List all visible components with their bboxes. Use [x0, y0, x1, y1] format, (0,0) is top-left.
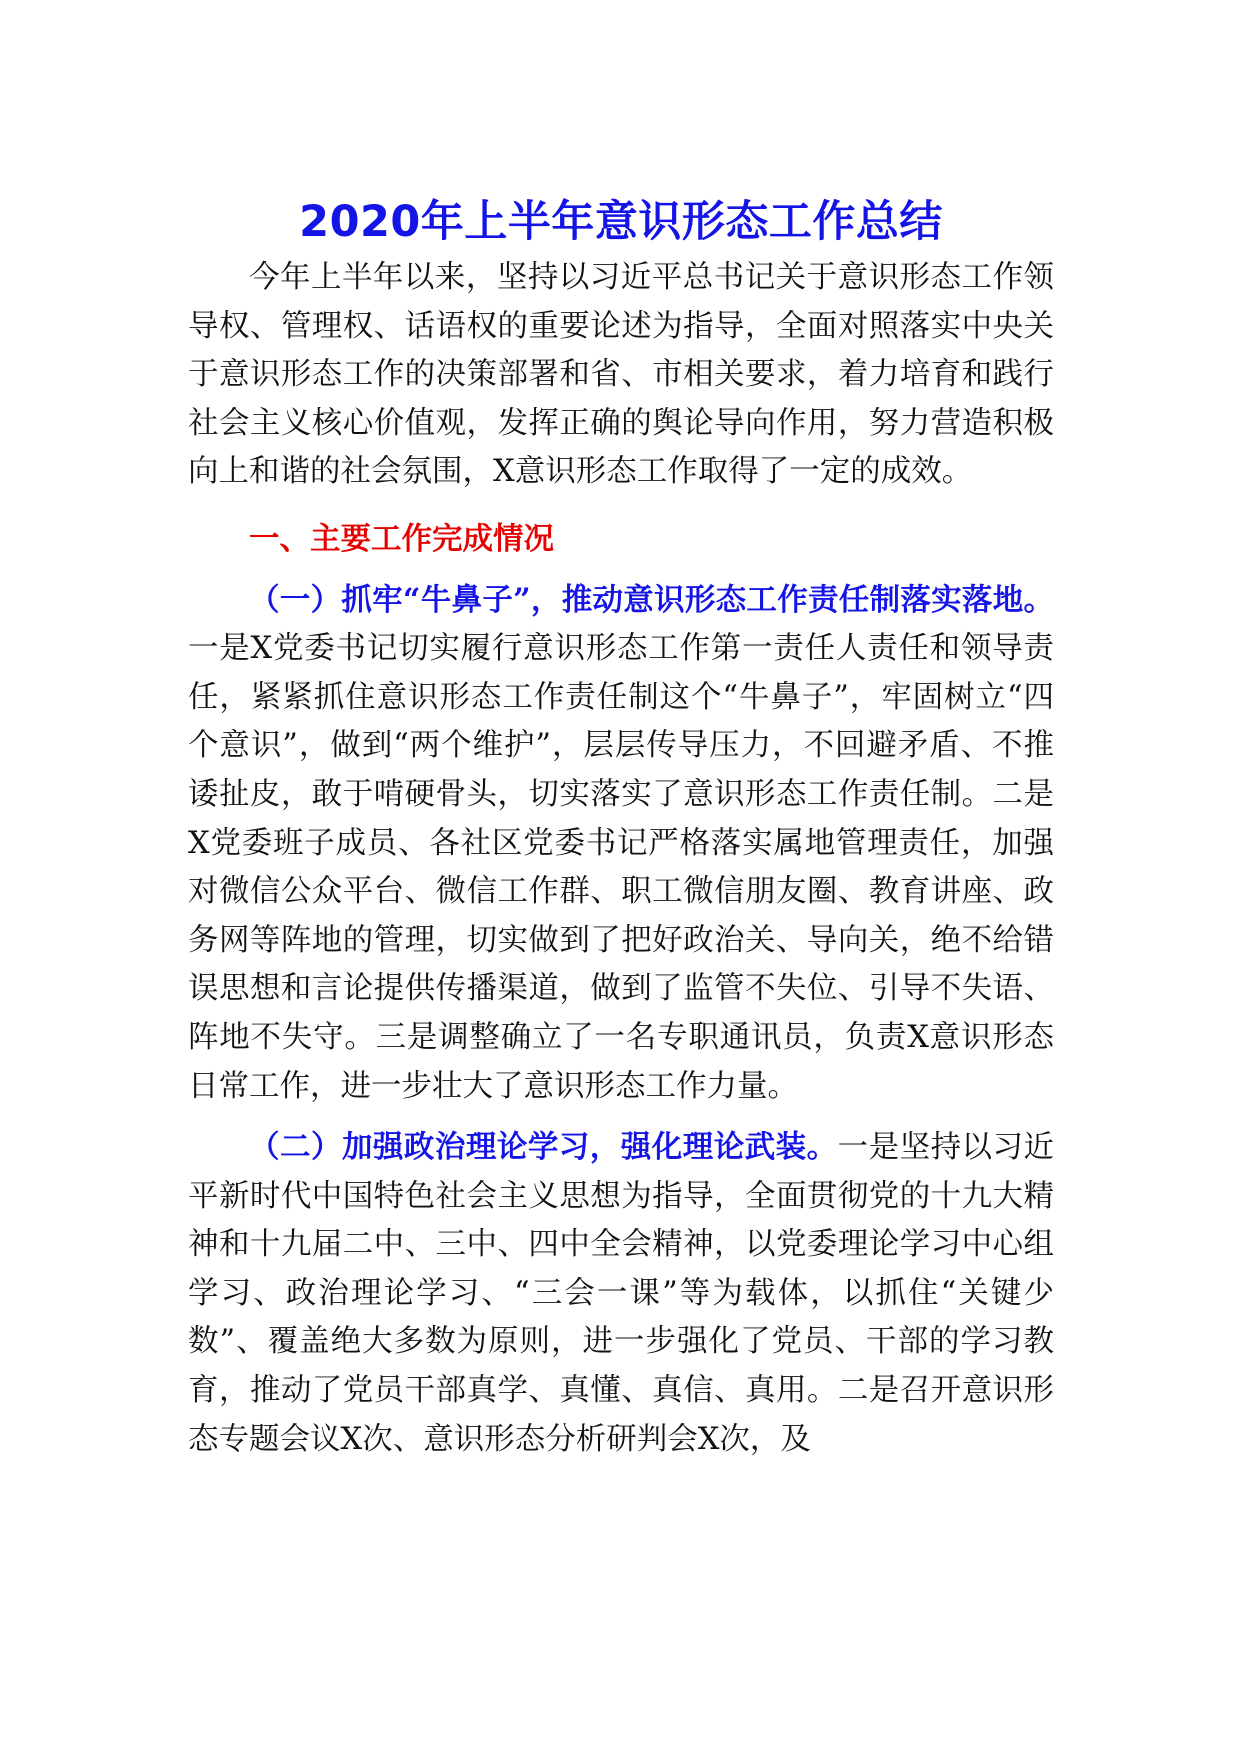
item1-body: 一是X党委书记切实履行意识形态工作第一责任人责任和领导责任，紧紧抓住意识形态工作责任制这个“牛鼻子”，牢固树立“四个意识”，做到“两个维护”，层层传导压力，不回避矛盾、不推诿扯皮，敢于啃硬骨头，切实落实了意识形态工作责任制。二是X党委班子成员、各社区党委书记严格落实属地管理责任，加强对微信公众平台、微信工作群、职工微信朋友圈、教育讲座、政务网等阵地的管理，切实做到了把好政治关、导向关，绝不给错误思想和言论提供传播渠道，做到了监管不失位、引导不失语、阵地不失守。三是调整确立了一名专职通讯员，负责X意识形态日常工作，进一步壮大了意识形态工作力量。 — [188, 631, 1054, 1104]
item2-paragraph — [188, 1123, 1054, 1464]
section-heading: 一、主要工作完成情况 — [249, 520, 554, 557]
intro-paragraph: 今年上半年以来，坚持以习近平总书记关于意识形态工作领导权、管理权、话语权的重要论述为指导，全面对照落实中央关于意识形态工作的决策部署和省、市相关要求，着力培育和践行社会主义核心价值观，发挥正确的舆论导向作用，努力营造积极向上和谐的社会氛围，X意识形态工作取得了一定的成效。 — [188, 260, 1054, 490]
item2-heading: （二）加强政治理论学习，强化理论武装。 — [249, 1129, 838, 1166]
item1-paragraph — [188, 576, 1054, 1112]
document-title: 2020年上半年意识形态工作总结 — [299, 197, 943, 247]
document-content — [188, 192, 1054, 1464]
item1-heading: （一）抓牢“牛鼻子”，推动意识形态工作责任制落实落地。 — [249, 581, 1054, 618]
item2-body: 一是坚持以习近平新时代中国特色社会主义思想为指导，全面贯彻党的十九大精神和十九届二中、三中、四中全会精神，以党委理论学习中心组学习、政治理论学习、“三会一课”等为载体，以抓住“关键少数”、覆盖绝大多数为原则，进一步强化了党员、干部的学习教育，推动了党员干部真学、真懂、真信、真用。二是召开意识形态专题会议X次、意识形态分析研判会X次，及 — [188, 1130, 1055, 1457]
